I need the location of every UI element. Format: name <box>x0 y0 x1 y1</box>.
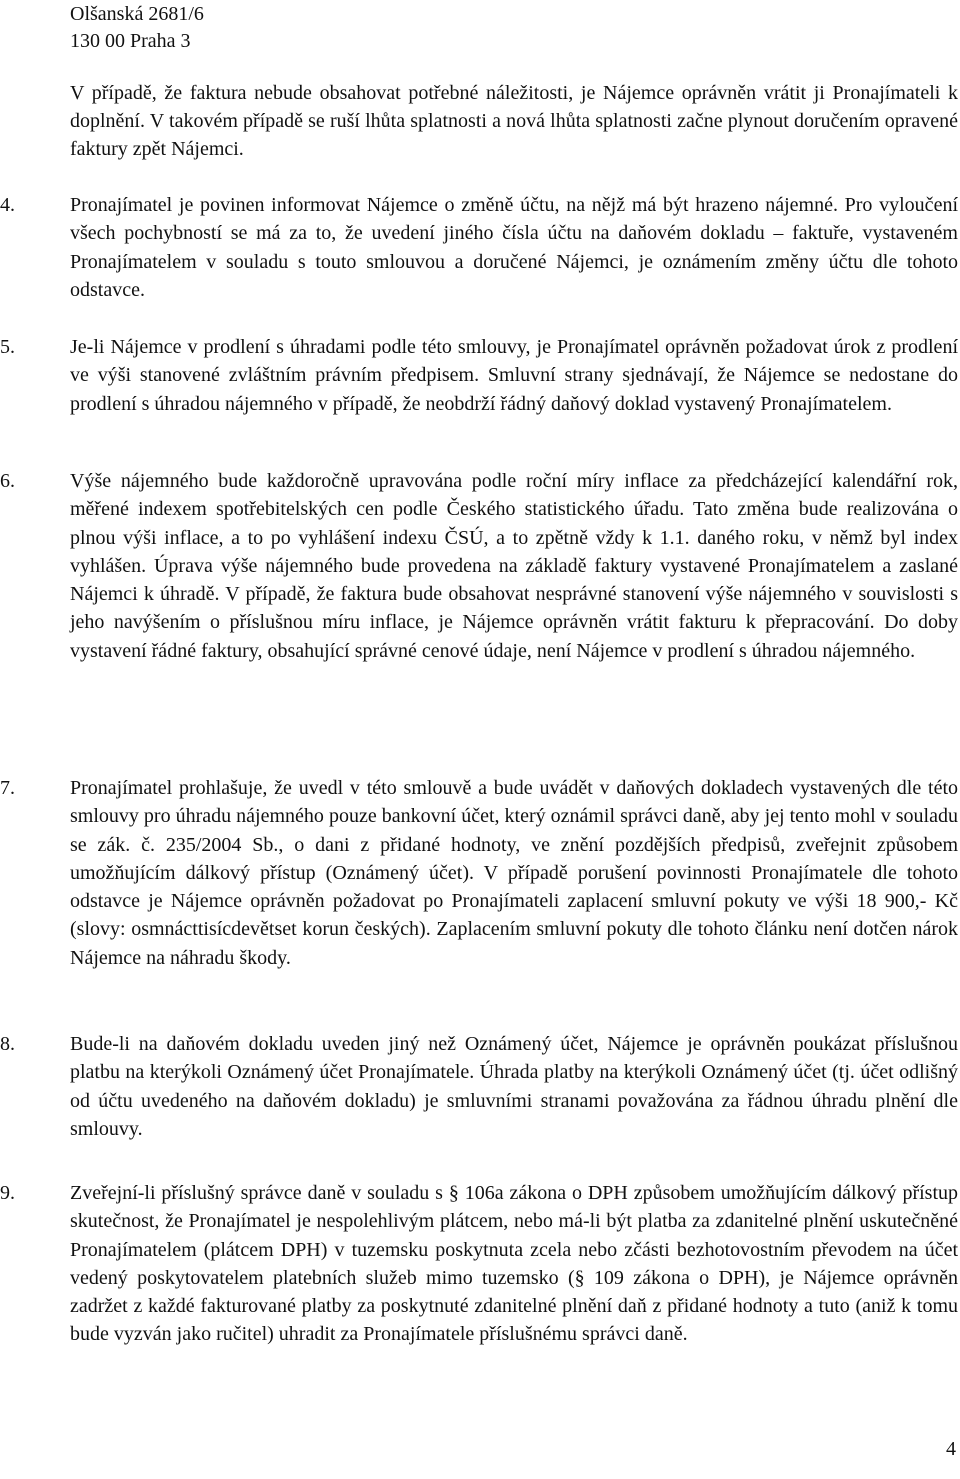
section-text: Je-li Nájemce v prodlení s úhradami podle této smlouvy, je Pronajímatel oprávněn požadovat úrok z prodlení ve výši stanovené zvláštním právním předpisem. Smluvní strany sjednávají, že Nájemce se nedostane do prodlení s úhradou nájemného v případě, že neobdrží řádný daňový doklad vystavený Pronajímatelem. <box>70 336 958 415</box>
section-number: 8. <box>0 1033 15 1055</box>
header-city: 130 00 Praha 3 <box>70 30 191 52</box>
section-text: Pronajímatel prohlašuje, že uvedl v této smlouvě a bude uvádět v daňových dokladech vystavených dle této smlouvy pro úhradu nájemného pouze bankovní účet, který oznámil správci daně, aby jej tento mohl v souladu se zák. č. 235/2004 Sb., o dani z přidané hodnoty, ve znění pozdějších předpisů, zveřejnit způsobem umožňujícím dálkový přístup (Oznámený účet). V případě porušení povinnosti Pronajímatele dle tohoto odstavce je Nájemce oprávněn požadovat po Pronajímateli zaplacení smluvní pokuty ve výši 18 900,- Kč (slovy: osmnácttisícdevětset korun českých). Zaplacením smluvní pokuty dle tohoto článku není dotčen nárok Nájemce na náhradu škody. <box>70 777 958 969</box>
section-number: 6. <box>0 470 15 492</box>
section-number: 5. <box>0 336 15 358</box>
section-number: 9. <box>0 1182 15 1204</box>
section-6 <box>0 467 958 665</box>
section-text: Zveřejní-li příslušný správce daně v souladu s § 106a zákona o DPH způsobem umožňujícím dálkový přístup skutečnost, že Pronajímatel je nespolehlivým plátcem, nebo má-li být platba za zdanitelné plnění uskutečněné Pronajímatelem (plátcem DPH) v tuzemsku poskytnuta zcela nebo zčásti bezhotovostním převodem na účet vedený poskytovatelem platebních služeb mimo tuzemsko (§ 109 zákona o DPH), je Nájemce oprávněn zadržet z každé fakturované platby za poskytnuté zdanitelné plnění daň z přidané hodnoty a tuto (aniž k tomu bude vyzván jako ručitel) uhradit za Pronajímatele příslušnému správci daně. <box>70 1182 958 1346</box>
header-street: Olšanská 2681/6 <box>70 3 204 25</box>
section-7 <box>0 774 958 972</box>
page-number: 4 <box>946 1438 956 1460</box>
section-text: Výše nájemného bude každoročně upravována podle roční míry inflace za předcházející kalendářní rok, měřené indexem spotřebitelských cen podle Českého statistického úřadu. Tato změna bude realizována o plnou výši inflace, a to po vyhlášení indexu ČSÚ, a to zpětně vždy k 1.1. daného roku, v němž byl index vyhlášen. Úprava výše nájemného bude provedena na základě faktury vystavené Pronajímatelem a zaslané Nájemci k úhradě. V případě, že faktura bude obsahovat nesprávné stanovení výše nájemného v souvislosti s jeho navýšením o příslušnou míru inflace, je Nájemce oprávněn vrátit fakturu k přepracování. Do doby vystavení řádné faktury, obsahující správné cenové údaje, není Nájemce v prodlení s úhradou nájemného. <box>70 470 958 662</box>
section-number: 7. <box>0 777 15 799</box>
section-5 <box>0 333 958 418</box>
section-8 <box>0 1030 958 1143</box>
intro-paragraph: V případě, že faktura nebude obsahovat potřebné náležitosti, je Nájemce oprávněn vrátit ji Pronajímateli k doplnění. V takovém případě se ruší lhůta splatnosti a nová lhůta splatnosti začne plynout doručením opravené faktury zpět Nájemci. <box>70 82 958 160</box>
section-text: Bude-li na daňovém dokladu uveden jiný než Oznámený účet, Nájemce je oprávněn poukázat příslušnou platbu na kterýkoli Oznámený účet Pronajímatele. Úhrada platby na kterýkoli Oznámený účet (tj. účet odlišný od účtu uvedeného na daňovém dokladu) je smluvními stranami považována za řádnou úhradu plnění dle smlouvy. <box>70 1033 958 1140</box>
section-4 <box>0 191 958 304</box>
section-text: Pronajímatel je povinen informovat Nájemce o změně účtu, na nějž má být hrazeno nájemné. Pro vyloučení všech pochybností se má za to, že uvedení jiného čísla účtu na daňovém dokladu – faktuře, vystaveném Pronajímatelem v souladu s touto smlouvou a doručené Nájemci, je oznámením změny účtu dle tohoto odstavce. <box>70 194 958 301</box>
section-number: 4. <box>0 194 15 216</box>
section-9 <box>0 1179 958 1349</box>
